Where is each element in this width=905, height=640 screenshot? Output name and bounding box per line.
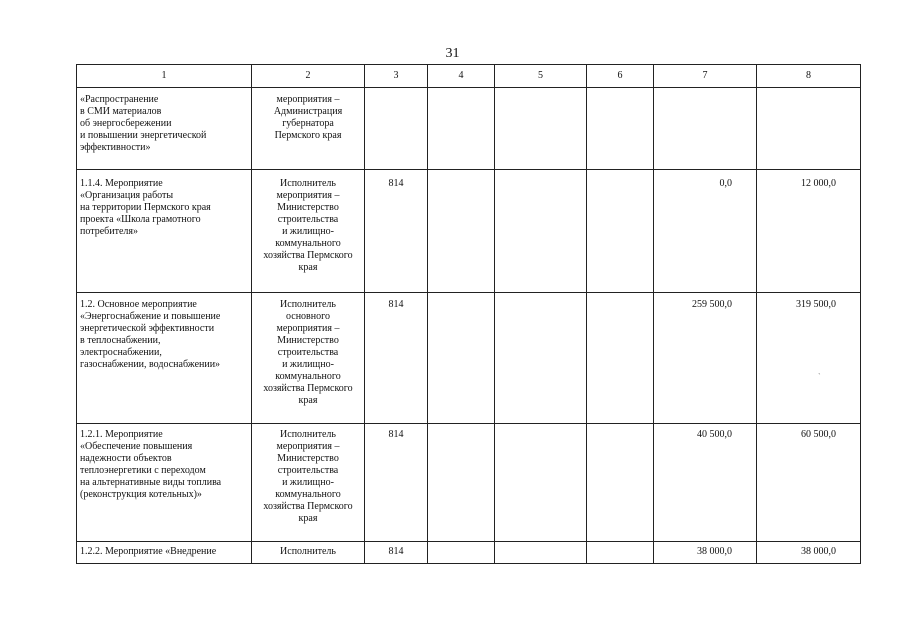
code-cell: 814 [365, 424, 428, 542]
page-number: 31 [445, 46, 460, 61]
col6-cell [587, 293, 654, 424]
executor-cell: мероприятия – Администрация губернатора Пермского края [252, 88, 365, 170]
program-budget-table [76, 64, 861, 564]
activity-name-cell: 1.2.2. Мероприятие «Внедрение [77, 542, 252, 564]
col4-cell [428, 424, 495, 542]
header-cell-4: 4 [428, 65, 495, 88]
header-cell-1: 1 [77, 65, 252, 88]
header-cell-2: 2 [252, 65, 365, 88]
col6-cell [587, 170, 654, 293]
col5-cell [495, 293, 587, 424]
header-cell-8: 8 [757, 65, 861, 88]
col7-amount-cell: 0,0 [654, 170, 757, 293]
executor-cell: Исполнитель основного мероприятия – Министерство строительства и жилищно- коммунального хозяйства Пермского края [252, 293, 365, 424]
col7-amount-cell: 259 500,0 [654, 293, 757, 424]
code-cell: 814 [365, 542, 428, 564]
code-cell [365, 88, 428, 170]
col5-cell [495, 424, 587, 542]
scan-speck: ` [818, 372, 821, 381]
executor-cell: Исполнитель мероприятия – Министерство строительства и жилищно- коммунального хозяйства Пермского края [252, 424, 365, 542]
header-cell-3: 3 [365, 65, 428, 88]
executor-cell: Исполнитель мероприятия – Министерство строительства и жилищно- коммунального хозяйства Пермского края [252, 170, 365, 293]
table-row [77, 424, 861, 542]
code-cell: 814 [365, 170, 428, 293]
activity-name-cell: 1.1.4. Мероприятие «Организация работы на территории Пермского края проекта «Школа грамотного потребителя» [77, 170, 252, 293]
col6-cell [587, 424, 654, 542]
table-row [77, 88, 861, 170]
col8-amount-cell: 60 500,0 [757, 424, 861, 542]
table-row [77, 542, 861, 564]
col6-cell [587, 542, 654, 564]
col5-cell [495, 542, 587, 564]
col7-amount-cell: 40 500,0 [654, 424, 757, 542]
activity-name-cell: «Распространение в СМИ материалов об энергосбережении и повышении энергетической эффективности» [77, 88, 252, 170]
header-cell-7: 7 [654, 65, 757, 88]
table-row [77, 170, 861, 293]
col8-amount-cell: 38 000,0 [757, 542, 861, 564]
col5-cell [495, 170, 587, 293]
col8-amount-cell [757, 88, 861, 170]
col4-cell [428, 88, 495, 170]
col4-cell [428, 170, 495, 293]
col8-amount-cell: 319 500,0 [757, 293, 861, 424]
activity-name-cell: 1.2.1. Мероприятие «Обеспечение повышения надежности объектов теплоэнергетики с переходом на альтернативные виды топлива (реконструкция котельных)» [77, 424, 252, 542]
col7-amount-cell: 38 000,0 [654, 542, 757, 564]
col4-cell [428, 542, 495, 564]
executor-cell: Исполнитель [252, 542, 365, 564]
table-row [77, 293, 861, 424]
col6-cell [587, 88, 654, 170]
header-row [77, 65, 861, 88]
activity-name-cell: 1.2. Основное мероприятие «Энергоснабжение и повышение энергетической эффективности в теплоснабжении, электроснабжении, газоснабжении, водоснабжении» [77, 293, 252, 424]
col4-cell [428, 293, 495, 424]
col7-amount-cell [654, 88, 757, 170]
header-cell-5: 5 [495, 65, 587, 88]
code-cell: 814 [365, 293, 428, 424]
col5-cell [495, 88, 587, 170]
header-cell-6: 6 [587, 65, 654, 88]
col8-amount-cell: 12 000,0 [757, 170, 861, 293]
